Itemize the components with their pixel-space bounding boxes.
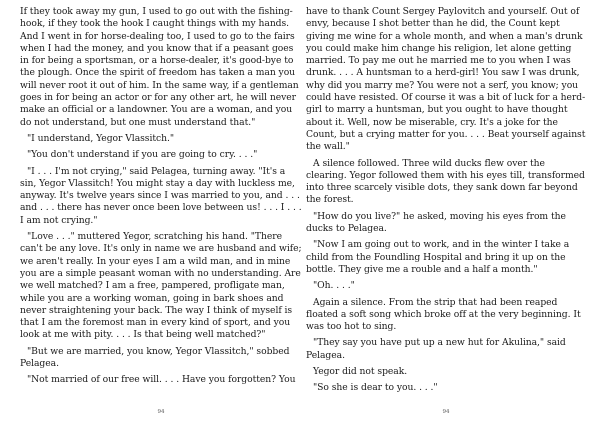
paragraph: "Oh. . . ." <box>313 280 355 292</box>
left-page-text <box>20 6 302 387</box>
paragraph: "I . . . I'm not crying," said Pelagea, turning away. "It's a sin, Yegor Vlassitch! You might stay a day with luckless me, anyway. It's twelve years since I was married to you, and . . . and . . . there has never once been love between us! . . . I . . . I am not crying." <box>20 165 302 226</box>
paragraph: If they took away my gun, I used to go out with the fishing-hook, if they took the hook I caught things with my hands. And I went in for horse-dealing too, I used to go to the fairs when I had the money, and you know that if a peasant goes in for being a sportsman, or a horse-dealer, it's good-bye to the plough. Once the spirit of freedom has taken a man you will never root it out of him. In the same way, if a gentleman goes in for being an actor or for any other art, he will never make an official or a landowner. You are a woman, and you do not understand, but one must understand that." <box>20 6 299 128</box>
paragraph: "Now I am going out to work, and in the winter I take a child from the Foundling Hospital and bring it up on the bottle. They give me a rouble and a half a month." <box>306 239 570 275</box>
paragraph: Again a silence. From the strip that had been reaped floated a soft song which broke off at the very beginning. It was too hot to sing. <box>306 296 581 333</box>
paragraph: "How do you live?" he asked, moving his eyes from the ducks to Pelagea. <box>306 210 566 235</box>
paragraph: have to thank Count Sergey Paylovitch and yourself. Out of envy, because I shot better than he did, the Count kept giving me wine for a whole month, and when a man's drunk you could make him change his religion, let alone getting married. To pay me out he married me to you when I was drunk. . . . A huntsman to a herd-girl! You saw I was drunk, why did you marry me? You were not a serf, you know; you could have resisted. Of course it was a bit of luck for a herd-girl to marry a huntsman, but you ought to have thought about it. Well, now be miserable, cry. It's a joke for the Count, but a crying matter for you. . . . Beat yourself against the wall." <box>306 6 586 153</box>
right-page <box>306 6 586 424</box>
paragraph: "They say you have put up a new hut for Akulina," said Pelagea. <box>306 337 566 361</box>
paragraph: "Not married of our free will. . . . Have you forgotten? You <box>27 374 296 386</box>
paragraph: Yegor did not speak. <box>313 366 408 378</box>
paragraph: "You don't understand if you are going to cry. . . ." <box>27 149 258 161</box>
right-page-text <box>306 6 586 395</box>
paragraph: A silence followed. Three wild ducks flew over the clearing. Yegor followed them with his eyes till, transformed into three scarcely visible dots, they sank down far beyond the forest. <box>306 157 585 206</box>
paragraph: "But we are married, you know, Yegor Vlassitch," sobbed Pelagea. <box>20 345 290 370</box>
paragraph: "Love . . ." muttered Yegor, scratching his hand. "There can't be any love. It's only in name we are husband and wife; we aren't really. In your eyes I am a wild man, and in mine you are a simple peasant woman with no understanding. Are we well matched? I am a free, pampered, profligate man, while you are a working woman, going in bark shoes and never straightening your back. The way I think of myself is that I am the foremost man in every kind of sport, and you look at me with pity. . . . Is that being well matched?" <box>20 231 302 341</box>
left-page <box>20 6 302 424</box>
page-number: 94 <box>442 409 450 415</box>
paragraph: "I understand, Yegor Vlassitch." <box>27 132 174 144</box>
page-number: 94 <box>157 409 165 415</box>
paragraph: "So she is dear to you. . . ." <box>313 382 438 394</box>
